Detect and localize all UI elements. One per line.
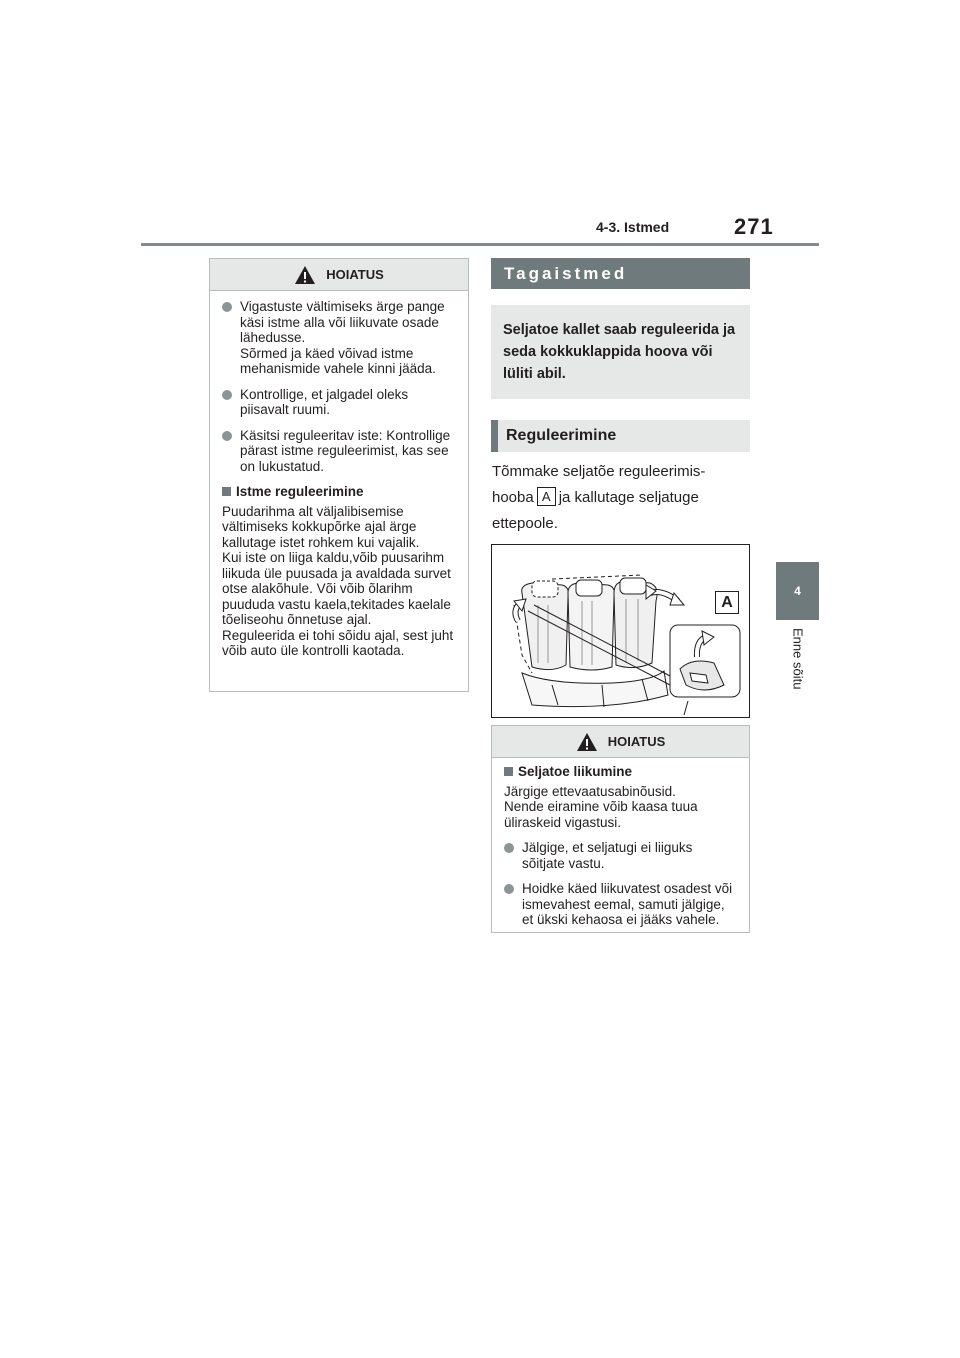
section-title: 4-3. Istmed [596, 219, 670, 235]
warning-bullet: Hoidke käed liikuvatest osadest või ismevahest eemal, samuti jälgige, et ükski kehaosa ei jääks vahele. [504, 881, 737, 928]
warning-bullet: Vigastuste vältimiseks ärge pange käsi istme alla või liikuvate osade lähedusse. Sõrmed ja käed võivad istme mehanismide vahele kinni jääda. [222, 299, 456, 377]
warning-bullet: Käsitsi reguleeritav iste: Kontrollige pärast istme reguleerimist, kas see on lukustatud. [222, 428, 456, 475]
warning-subheading: Seljatoe liikumine [504, 764, 737, 780]
bullet-dot-icon [222, 431, 232, 441]
warning-paragraph: Järgige ettevaatusabinõusid. Nende eiramine võib kaasa tuua üliraskeid vigastusi. [504, 783, 698, 830]
warning-header [210, 259, 468, 291]
square-bullet-icon [504, 767, 513, 776]
warning-heading: HOIATUS [326, 267, 384, 282]
warning-box-left [209, 258, 469, 692]
chapter-number: 4 [794, 584, 801, 598]
warning-body [210, 291, 468, 677]
section-summary: Seljatoe kallet saab reguleerida ja seda kokkuklappida hoova või lüliti abil. [491, 305, 750, 399]
section-heading: Tagaistmed [491, 258, 750, 289]
warning-heading: HOIATUS [607, 734, 666, 749]
warning-box-right [491, 725, 750, 933]
square-bullet-icon [222, 487, 231, 496]
chapter-tab [776, 562, 819, 620]
bullet-dot-icon [222, 390, 232, 400]
warning-triangle-icon [294, 265, 316, 285]
header-divider [141, 243, 819, 246]
rear-seat-illustration [491, 544, 750, 718]
bullet-dot-icon [504, 884, 514, 894]
warning-bullet: Jälgige, et seljatugi ei liiguks sõitjate vastu. [504, 840, 737, 871]
bullet-dot-icon [504, 843, 514, 853]
chapter-label-wrap [776, 628, 819, 718]
figure-callout-a: A [715, 591, 739, 614]
subsection-heading: Reguleerimine [491, 420, 750, 452]
warning-paragraph: Puudarihma alt väljalibisemise vältimiseks kokkupõrke ajal ärge kallutage istet rohkem kui vajalik. Kui iste on liiga kaldu,võib puusarihm liikuda üle puusada ja avaldada survet otse alakõhule. Või võib õlarihm puududa vastu kaela,tekitades kaelale tõeliseohu õnnetuse ajal. Reguleerida ei tohi sõidu ajal, sest juht võib auto üle kontrolli kaotada. [222, 503, 454, 658]
warning-bullet: Kontrollige, et jalgadel oleks piisavalt ruumi. [222, 387, 456, 418]
callout-marker: A [537, 487, 556, 506]
page-number: 271 [734, 214, 774, 239]
warning-body [492, 758, 749, 936]
rear-seat-drawing [492, 545, 749, 717]
warning-subheading: Istme reguleerimine [222, 484, 456, 500]
chapter-label: Enne sõitu [790, 628, 805, 690]
warning-triangle-icon [576, 732, 598, 752]
bullet-dot-icon [222, 302, 232, 312]
warning-header [492, 726, 749, 758]
instruction-text: Tõmmake seljatõe reguleerimis- hooba A ja kallutage seljatuge ettepoole. [492, 463, 706, 532]
